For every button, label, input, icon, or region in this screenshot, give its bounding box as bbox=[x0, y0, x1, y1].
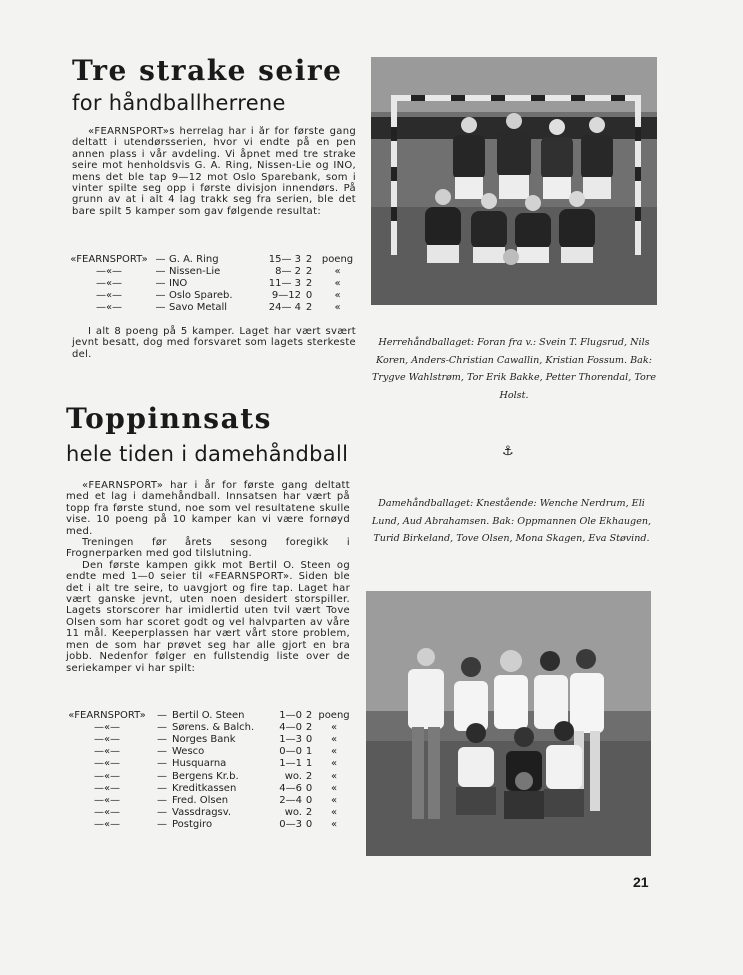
result-score: 8— 2 bbox=[275, 266, 301, 278]
anchor-icon: ⚓ bbox=[502, 444, 514, 459]
result-opponent: Kreditkassen bbox=[172, 782, 237, 794]
result-score: 15— 3 bbox=[268, 254, 301, 266]
result-opponent: Wesco bbox=[172, 746, 205, 758]
article2-subtitle: hele tiden i damehåndball bbox=[66, 442, 349, 466]
article2-para3: Den første kampen gikk mot Bertil O. Steen og endte med 1—0 seier til «FEARNSPORT». Siden ble det i alt tre seire, to uavgjort og fire tap. Laget har vært ganske jevnt, uten noen desidert storspiller. Lagets storscorer har imidlertid uten tvil vært Tove Olsen som har scoret godt og vel halvparten av våre 11 mål. Keeperplassen har vært vårt store problem, men de som har prøvet seg har alle gjort en bra jobb. Nedenfor følger en fullstendig liste over de seriekamper vi har spilt: bbox=[66, 559, 350, 674]
result-opponent: Savo Metall bbox=[169, 302, 228, 314]
result-unit: « bbox=[330, 782, 338, 794]
result-unit: « bbox=[330, 722, 338, 734]
result-unit: « bbox=[330, 818, 338, 830]
result-row bbox=[62, 758, 352, 770]
result-row bbox=[66, 302, 358, 314]
result-row bbox=[62, 795, 352, 807]
result-team: —«— bbox=[93, 770, 121, 782]
result-unit: poeng bbox=[321, 254, 354, 266]
result-team: —«— bbox=[93, 734, 121, 746]
result-team: —«— bbox=[95, 302, 123, 314]
result-row bbox=[62, 770, 352, 782]
result-score: 4—0 bbox=[279, 722, 302, 734]
result-row bbox=[62, 746, 352, 758]
women-team-photo bbox=[366, 591, 651, 856]
result-team: —«— bbox=[93, 782, 121, 794]
result-team: —«— bbox=[93, 722, 121, 734]
result-team: —«— bbox=[93, 794, 121, 806]
article1-closing bbox=[72, 326, 356, 360]
result-team: «FEARNSPORT» bbox=[68, 710, 146, 722]
result-score: 11— 3 bbox=[268, 278, 301, 290]
result-unit: « bbox=[330, 794, 338, 806]
result-team: —«— bbox=[93, 758, 121, 770]
result-opponent: Husquarna bbox=[172, 758, 227, 770]
result-score: 0—3 bbox=[279, 818, 302, 830]
result-dash: — bbox=[157, 818, 167, 830]
article1-subtitle: for håndballherrene bbox=[72, 91, 286, 115]
result-score: 0—0 bbox=[279, 746, 302, 758]
result-score: 2—4 bbox=[279, 794, 302, 806]
result-points: 1 bbox=[305, 746, 313, 758]
result-unit: « bbox=[330, 806, 338, 818]
result-team: —«— bbox=[95, 278, 123, 290]
result-unit: « bbox=[334, 302, 341, 314]
article2-results-table bbox=[62, 710, 352, 831]
result-dash: — bbox=[157, 758, 167, 770]
result-score: 4—6 bbox=[279, 782, 302, 794]
men-team-photo bbox=[371, 57, 657, 305]
result-dash: — bbox=[157, 722, 167, 734]
result-team: —«— bbox=[95, 266, 123, 278]
result-points: 2 bbox=[305, 254, 313, 266]
result-opponent: Sørens. & Balch. bbox=[172, 722, 255, 734]
result-team: —«— bbox=[93, 746, 121, 758]
result-dash: — bbox=[155, 290, 166, 302]
result-points: 0 bbox=[305, 818, 313, 830]
result-unit: « bbox=[330, 746, 338, 758]
result-dash: — bbox=[157, 794, 167, 806]
result-opponent: Vassdragsv. bbox=[172, 806, 232, 818]
article2-para1: «FEARNSPORT» har i år for første gang deltatt med et lag i damehåndball. Innsatsen har vært på topp fra første stund, noe som vel resultatene skulle vise. 10 poeng på 10 kamper kan vi være fornøyd med. bbox=[66, 480, 350, 537]
result-points: 1 bbox=[305, 758, 313, 770]
result-dash: — bbox=[157, 746, 167, 758]
result-opponent: G. A. Ring bbox=[169, 254, 219, 266]
result-unit: « bbox=[334, 278, 341, 290]
result-team: —«— bbox=[95, 290, 123, 302]
article2-body bbox=[66, 480, 350, 674]
result-points: 2 bbox=[305, 266, 313, 278]
result-unit: « bbox=[334, 266, 341, 278]
result-score: 24— 4 bbox=[268, 302, 301, 314]
result-points: 2 bbox=[305, 770, 313, 782]
result-dash: — bbox=[157, 806, 167, 818]
article1-title: Tre strake seire bbox=[72, 54, 343, 87]
men-team-caption: Herrehåndballaget: Foran fra v.: Svein T. Flugsrud, Nils Koren, Anders-Christian Cawallin, Kristian Fossum. Bak: Trygve Wahlstrøm, Tor Erik Bakke, Petter Thorendal, Tore Holst. bbox=[371, 337, 657, 401]
result-unit: « bbox=[330, 734, 338, 746]
result-score: 9—12 bbox=[271, 290, 301, 302]
result-opponent: Bertil O. Steen bbox=[172, 710, 245, 722]
result-points: 0 bbox=[305, 734, 313, 746]
result-dash: — bbox=[157, 770, 167, 782]
result-row bbox=[62, 710, 352, 722]
article1-results-table bbox=[66, 254, 358, 314]
article2-para2: Treningen før årets sesong foregikk i Frognerparken med god tilslutning. bbox=[66, 537, 350, 560]
result-points: 0 bbox=[305, 794, 313, 806]
result-unit: poeng bbox=[318, 710, 350, 722]
result-row bbox=[66, 290, 358, 302]
women-team-photo-illustration bbox=[366, 591, 651, 856]
men-team-photo-illustration bbox=[371, 57, 657, 305]
result-unit: « bbox=[330, 770, 338, 782]
result-points: 2 bbox=[305, 806, 313, 818]
result-unit: « bbox=[330, 758, 338, 770]
article1-closing-text: I alt 8 poeng på 5 kamper. Laget har vært svært jevnt besatt, dog med forsvaret som lagets sterkeste del. bbox=[72, 326, 356, 360]
result-row bbox=[62, 819, 352, 831]
result-row bbox=[66, 254, 358, 266]
result-points: 2 bbox=[305, 710, 313, 722]
women-team-caption: Damehåndballaget: Knestående: Wenche Nerdrum, Eli Lund, Aud Abrahamsen. Bak: Oppmannen Ole Ekhaugen, Turid Birkeland, Tove Olsen, Mona Skagen, Eva Støvind. bbox=[371, 498, 652, 544]
result-dash: — bbox=[157, 734, 167, 746]
result-row bbox=[62, 783, 352, 795]
result-opponent: Bergens Kr.b. bbox=[172, 770, 239, 782]
result-opponent: Fred. Olsen bbox=[172, 794, 229, 806]
result-team: «FEARNSPORT» bbox=[70, 254, 148, 266]
result-row bbox=[62, 807, 352, 819]
result-team: —«— bbox=[93, 818, 121, 830]
result-opponent: Norges Bank bbox=[172, 734, 236, 746]
result-dash: — bbox=[155, 302, 166, 314]
result-score: 1—1 bbox=[279, 758, 302, 770]
result-points: 0 bbox=[305, 290, 313, 302]
result-points: 2 bbox=[305, 302, 313, 314]
result-dash: — bbox=[155, 278, 166, 290]
result-score: 1—3 bbox=[279, 734, 302, 746]
result-team: —«— bbox=[93, 806, 121, 818]
result-opponent: Postgiro bbox=[172, 818, 213, 830]
result-row bbox=[66, 266, 358, 278]
result-score: 1—0 bbox=[279, 710, 302, 722]
article2-title: Toppinnsats bbox=[66, 402, 272, 435]
result-row bbox=[62, 734, 352, 746]
result-score: wo. bbox=[284, 770, 302, 782]
result-opponent: INO bbox=[169, 278, 188, 290]
result-opponent: Oslo Spareb. bbox=[169, 290, 233, 302]
page-number: 21 bbox=[633, 874, 649, 890]
result-dash: — bbox=[157, 710, 167, 722]
result-dash: — bbox=[155, 254, 166, 266]
result-opponent: Nissen-Lie bbox=[169, 266, 221, 278]
result-score: wo. bbox=[284, 806, 302, 818]
result-row bbox=[62, 722, 352, 734]
result-dash: — bbox=[157, 782, 167, 794]
result-unit: « bbox=[334, 290, 341, 302]
result-points: 2 bbox=[305, 722, 313, 734]
result-row bbox=[66, 278, 358, 290]
result-points: 2 bbox=[305, 278, 313, 290]
result-dash: — bbox=[155, 266, 166, 278]
result-points: 0 bbox=[305, 782, 313, 794]
article1-body: «FEARNSPORT»s herrelag har i år for første gang deltatt i utendørsserien, hvor vi endte på en pen annen plass i vår avdeling. Vi åpnet med tre strake seire mot henholdsvis G. A. Ring, Nissen-Lie og INO, mens det ble tap 9—12 mot Oslo Sparebank, som i vinter spilte seg opp i første divisjon innendørs. På grunn av at i alt 4 lag trakk seg fra serien, ble det bare spilt 5 kamper som gav følgende resultat: bbox=[72, 126, 356, 217]
